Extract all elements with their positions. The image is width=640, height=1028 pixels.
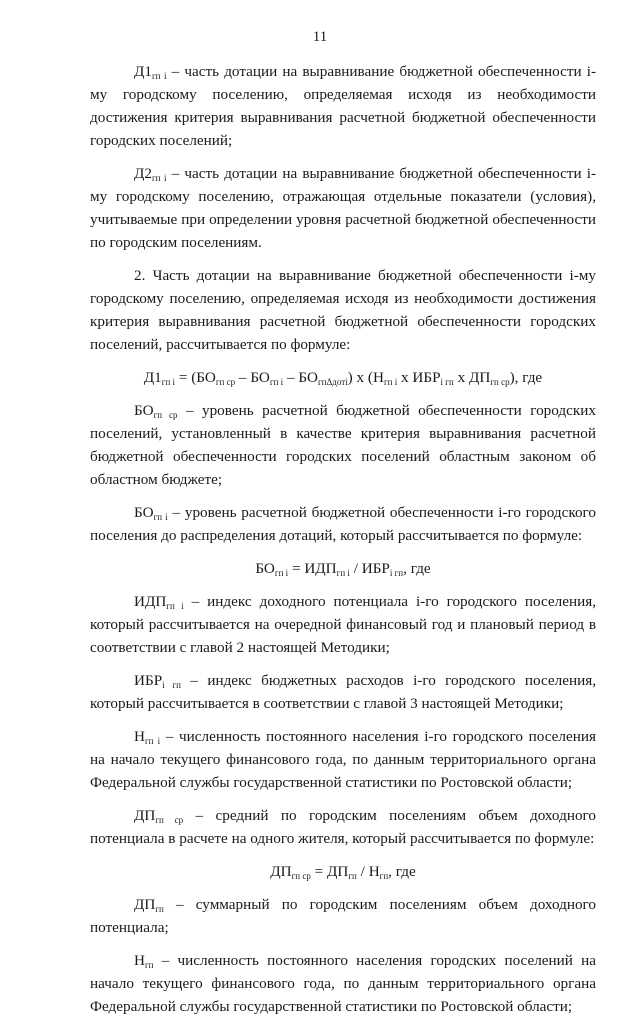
text-run: – средний по городским поселениям объем доходного потенциала в расчете на одного жителя, который рассчитывается по формуле: bbox=[90, 807, 596, 847]
subscript: гп bbox=[155, 904, 164, 914]
paragraph bbox=[90, 590, 596, 659]
subscript: гп ср bbox=[153, 410, 178, 420]
subscript: гп i bbox=[151, 173, 167, 183]
subscript: гп i bbox=[166, 601, 184, 611]
text-run: – суммарный по городским поселениям объем доходного потенциала; bbox=[90, 896, 596, 936]
text-run: БО bbox=[255, 560, 275, 577]
text-run: Н bbox=[134, 728, 145, 745]
text-run: БО bbox=[134, 402, 154, 419]
paragraph bbox=[90, 60, 596, 152]
text-run: , где bbox=[403, 560, 431, 577]
subscript: гп i bbox=[151, 71, 167, 81]
formula bbox=[90, 366, 596, 389]
text-run: – численность постоянного населения городских поселений на начало текущего финансового года, по данным территориального органа Федеральной службы государственной статистики по Ростовской области; bbox=[90, 952, 596, 1015]
text-run: = (БО bbox=[175, 369, 216, 386]
subscript: i гп bbox=[440, 377, 454, 387]
paragraph bbox=[90, 949, 596, 1018]
subscript: гп i bbox=[269, 377, 284, 387]
text-run: – часть дотации на выравнивание бюджетной обеспеченности i-му городскому поселению, определяемая исходя из необходимости достижения критерия выравнивания расчетной бюджетной обеспеченности городских поселений; bbox=[90, 63, 597, 149]
text-run: – индекс бюджетных расходов i-го городского поселения, который рассчитывается в соответствии с главой 3 настоящей Методики; bbox=[90, 672, 596, 712]
subscript: гп i bbox=[161, 377, 176, 387]
text-run: ДП bbox=[134, 896, 156, 913]
text-run: – уровень расчетной бюджетной обеспеченности i-го городского поселения до распределения дотаций, который рассчитывается по формуле: bbox=[90, 504, 596, 544]
text-run: ИБР bbox=[134, 672, 163, 689]
text-run: Н bbox=[134, 952, 145, 969]
paragraph bbox=[90, 669, 596, 715]
subscript: i гп bbox=[389, 568, 404, 578]
paragraph bbox=[90, 804, 596, 850]
text-run: / ИБР bbox=[349, 560, 390, 577]
document-body bbox=[90, 60, 596, 1028]
text-run: = ИДП bbox=[288, 560, 337, 577]
paragraph bbox=[90, 725, 596, 794]
page-number: 11 bbox=[312, 29, 328, 45]
paragraph bbox=[90, 162, 596, 254]
text-run: 2. Часть дотации на выравнивание бюджетной обеспеченности i-му городскому поселению, определяемая исходя из необходимости достижения критерия выравнивания расчетной бюджетной обеспеченности городских поселений, рассчитывается по формуле: bbox=[90, 267, 596, 353]
formula bbox=[90, 860, 596, 883]
text-run: , где bbox=[388, 863, 416, 880]
paragraph bbox=[90, 501, 596, 547]
text-run: / Н bbox=[356, 863, 380, 880]
subscript: гп i bbox=[383, 377, 398, 387]
text-run: ДП bbox=[134, 807, 156, 824]
subscript: гп i bbox=[153, 512, 168, 522]
text-run: – БО bbox=[283, 369, 318, 386]
subscript: гп bbox=[144, 960, 154, 970]
subscript: гп ср bbox=[215, 377, 236, 387]
subscript: гп bbox=[379, 871, 389, 881]
subscript: гп bbox=[348, 871, 357, 881]
text-run: Д1 bbox=[143, 369, 162, 386]
text-run: – уровень расчетной бюджетной обеспеченности городских поселений, установленный в качестве критерия выравнивания расчетной бюджетной обеспеченности городских поселений областным законом об областном бюджете; bbox=[90, 402, 596, 488]
subscript: гп ср bbox=[291, 871, 311, 881]
paragraph bbox=[90, 893, 596, 939]
text-run: Д1 bbox=[134, 63, 152, 80]
text-run: Д2 bbox=[134, 165, 152, 182]
text-run: – численность постоянного населения i-го городского поселения на начало текущего финансового года, по данным территориального органа Федеральной службы государственной статистики по Ростовской области; bbox=[90, 728, 596, 791]
subscript: гп i bbox=[144, 736, 161, 746]
text-run: = ДП bbox=[310, 863, 349, 880]
subscript: гп i bbox=[274, 568, 289, 578]
text-run: БО bbox=[134, 504, 154, 521]
paragraph bbox=[90, 399, 596, 491]
paragraph bbox=[90, 264, 596, 356]
text-run: ) x (Н bbox=[347, 369, 384, 386]
subscript: i гп bbox=[162, 680, 181, 690]
text-run: – часть дотации на выравнивание бюджетной обеспеченности i-му городскому поселению, отражающая отдельные показатели (условия), учитываемые при определении уровня расчетной бюджетной обеспеченности по городским поселениям. bbox=[90, 165, 597, 251]
subscript: гп ср bbox=[155, 815, 184, 825]
text-run: ИДП bbox=[134, 593, 167, 610]
formula bbox=[90, 557, 596, 580]
text-run: x ИБР bbox=[397, 369, 441, 386]
text-run: – БО bbox=[235, 369, 270, 386]
subscript: гп ср bbox=[490, 377, 510, 387]
text-run: ), где bbox=[509, 369, 543, 386]
subscript: гпΔдотi bbox=[317, 377, 348, 387]
text-run: ДП bbox=[270, 863, 292, 880]
subscript: гп i bbox=[336, 568, 350, 578]
text-run: – индекс доходного потенциала i-го городского поселения, который рассчитывается на очередной финансовый год и плановый период в соответствии с главой 2 настоящей Методики; bbox=[90, 593, 596, 656]
text-run: x ДП bbox=[453, 369, 491, 386]
